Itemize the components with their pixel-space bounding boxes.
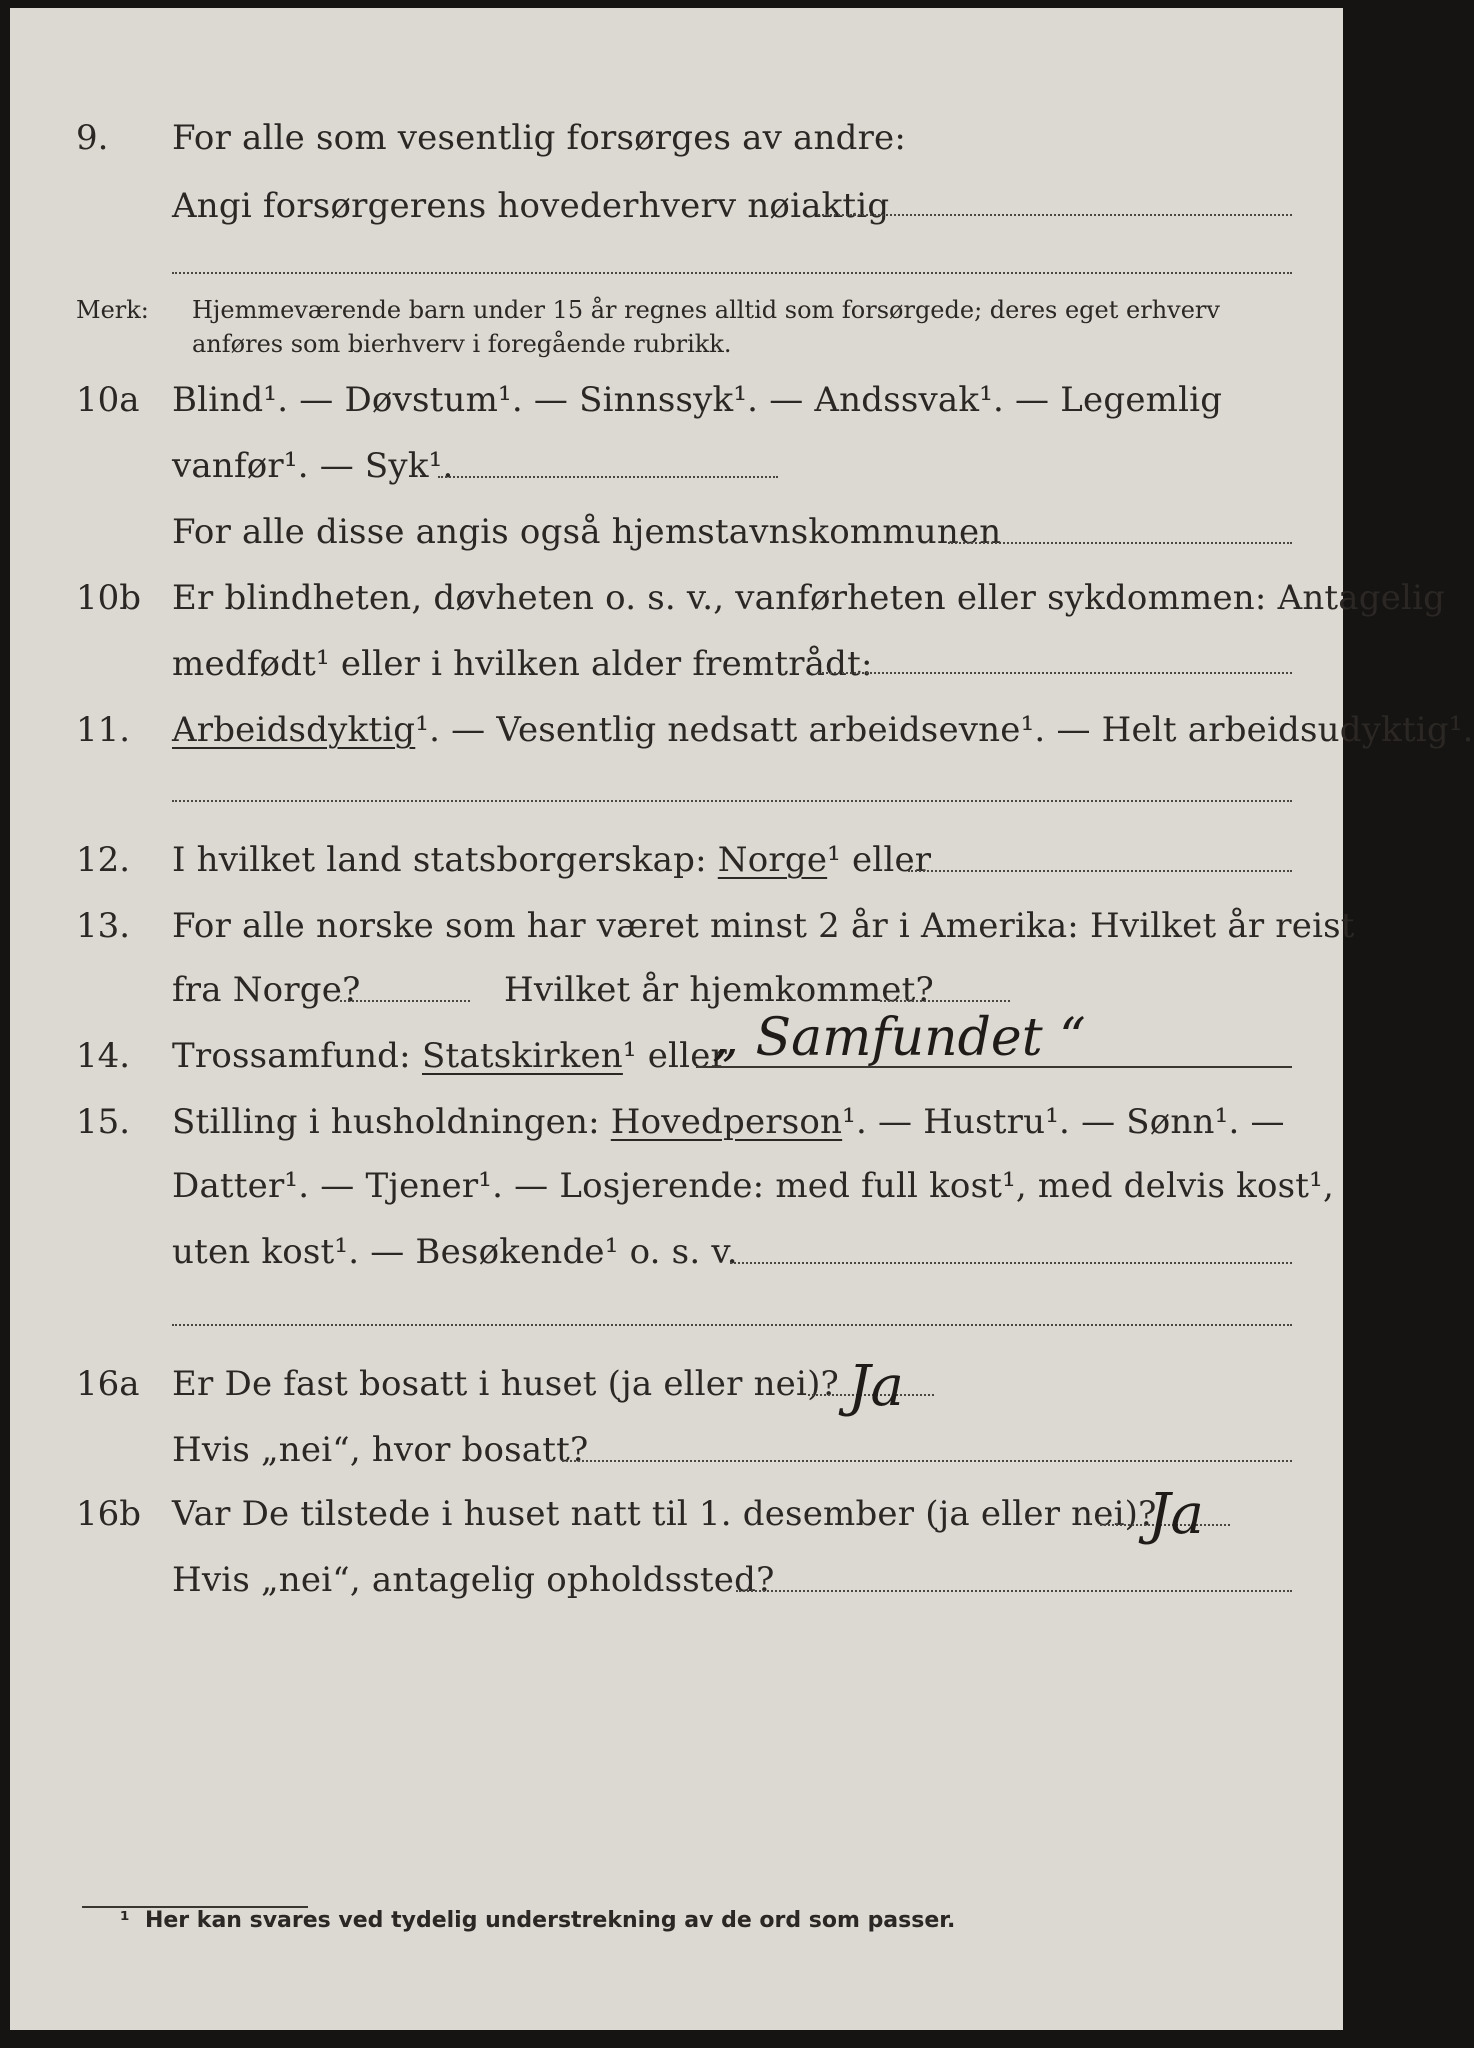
q9-number: 9. <box>76 118 109 158</box>
q14-number: 14. <box>76 1036 131 1076</box>
q11-rest: ¹. — Vesentlig nedsatt arbeidsevne¹. — Helt arbeidsudyktig¹. <box>415 710 1474 750</box>
q15-line2: Datter¹. — Tjener¹. — Losjerende: med full kost¹, med delvis kost¹, <box>172 1166 1334 1206</box>
q14-option-statskirken[interactable]: Statskirken <box>422 1036 623 1076</box>
q14-post: ¹ eller <box>622 1036 727 1076</box>
q13-hjem-line[interactable] <box>880 1000 1010 1002</box>
q14-handwritten-answer: „ Samfundet “ <box>712 1008 1086 1068</box>
q10b-line2: medfødt¹ eller i hvilken alder fremtrådt: <box>172 644 873 684</box>
q16a-bosatt-line[interactable] <box>562 1460 1292 1462</box>
q15-answer-line2[interactable] <box>172 1324 1292 1326</box>
q11-answer-line[interactable] <box>172 800 1292 802</box>
merk-line1: Hjemmeværende barn under 15 år regnes alltid som forsørgede; deres eget erhverv <box>192 296 1220 324</box>
q9-answer-line[interactable] <box>818 214 1292 216</box>
q9-answer-line2[interactable] <box>172 272 1292 274</box>
q16a-number: 16a <box>76 1364 140 1404</box>
merk-label: Merk: <box>76 296 149 324</box>
q16b-handwritten-answer: Ja <box>1148 1482 1204 1547</box>
q15-post: ¹. — Hustru¹. — Sønn¹. — <box>842 1102 1285 1142</box>
q10a-kommune-line[interactable] <box>948 542 1292 544</box>
q16a-line1: Er De fast bosatt i huset (ja eller nei)? <box>172 1364 839 1404</box>
q15-answer-line[interactable] <box>730 1262 1292 1264</box>
q16b-line2: Hvis „nei“, antagelig opholdssted? <box>172 1560 775 1600</box>
q9-line2: Angi forsørgerens hovederhverv nøiaktig <box>172 186 890 226</box>
q10a-syk-line[interactable] <box>438 476 778 478</box>
q16a-line2: Hvis „nei“, hvor bosatt? <box>172 1430 589 1470</box>
q12-answer-line[interactable] <box>908 870 1292 872</box>
q10b-number: 10b <box>76 578 142 618</box>
q15-pre: Stilling i husholdningen: <box>172 1102 600 1142</box>
q16b-line1: Var De tilstede i huset natt til 1. desember (ja eller nei)? <box>172 1494 1157 1534</box>
q13-reist-line[interactable] <box>340 1000 470 1002</box>
q11-option-arbeidsdyktig[interactable]: Arbeidsdyktig <box>172 710 416 750</box>
footnote-mark: ¹ <box>120 1908 130 1933</box>
q13-number: 13. <box>76 906 131 946</box>
q9-line1: For alle som vesentlig forsørges av andre: <box>172 118 907 158</box>
census-form-page <box>10 8 1474 2030</box>
q12-number: 12. <box>76 840 131 880</box>
q12-text <box>172 840 931 880</box>
q12-post: ¹ eller <box>827 840 932 880</box>
q11-number: 11. <box>76 710 131 750</box>
q14-label: Trossamfund: <box>172 1036 411 1076</box>
q16b-number: 16b <box>76 1494 142 1534</box>
q16b-opphold-line[interactable] <box>736 1590 1292 1592</box>
q10a-line3: For alle disse angis også hjemstavnskommunen <box>172 512 1002 552</box>
q14-options <box>422 1036 727 1076</box>
q12-pre: I hvilket land statsborgerskap: <box>172 840 707 880</box>
q10a-number: 10a <box>76 380 140 420</box>
q13-part1: fra Norge? <box>172 970 361 1010</box>
q15-number: 15. <box>76 1102 131 1142</box>
q10b-line1: Er blindheten, døvheten o. s. v., vanførheten eller sykdommen: Antagelig <box>172 578 1446 618</box>
footnote-text: Her kan svares ved tydelig understrekning av de ord som passer. <box>144 1908 956 1933</box>
q13-line1: For alle norske som har været minst 2 år i Amerika: Hvilket år reist <box>172 906 1355 946</box>
q10a-line2: vanfør¹. — Syk¹. <box>172 446 454 486</box>
q15-line3: uten kost¹. — Besøkende¹ o. s. v. <box>172 1232 738 1272</box>
q15-line1 <box>172 1102 1285 1142</box>
q10a-line1: Blind¹. — Døvstum¹. — Sinnssyk¹. — Andssvak¹. — Legemlig <box>172 380 1223 420</box>
q10b-answer-line[interactable] <box>818 672 1292 674</box>
q13-part2: Hvilket år hjemkommet? <box>504 970 934 1010</box>
footnote <box>120 1908 955 1933</box>
merk-line2: anføres som bierhverv i foregående rubrikk. <box>192 330 732 358</box>
q16a-handwritten-answer: Ja <box>848 1354 904 1419</box>
q15-option-hovedperson[interactable]: Hovedperson <box>610 1102 843 1142</box>
q11-text <box>172 710 1474 750</box>
q12-option-norge[interactable]: Norge <box>717 840 828 880</box>
